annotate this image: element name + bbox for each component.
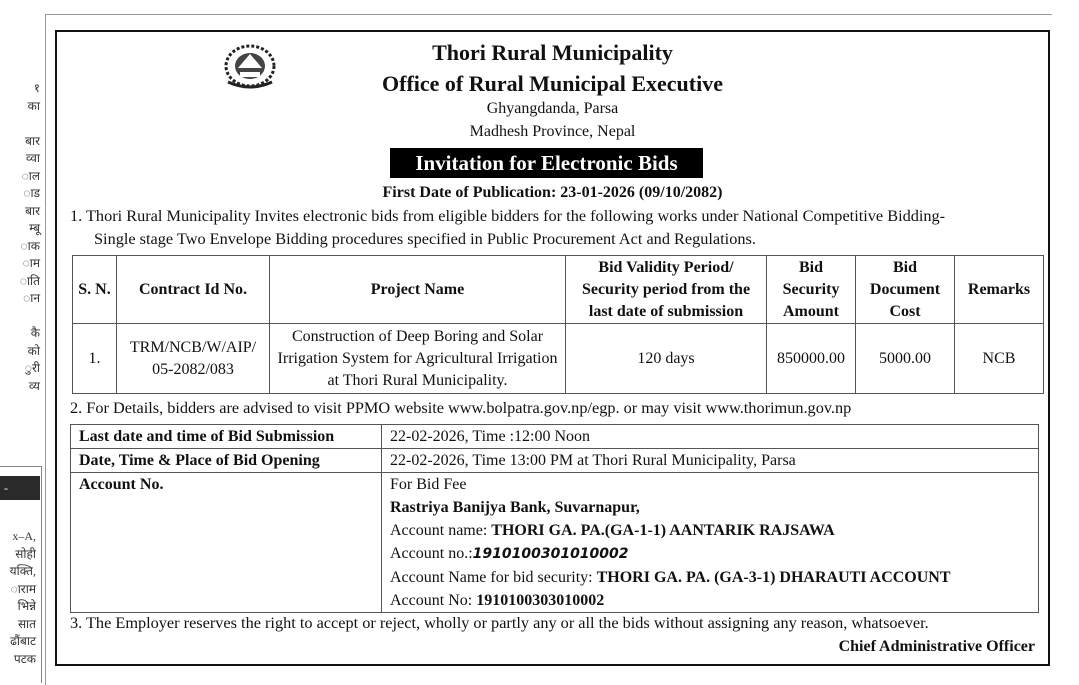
side-text-line: १ [33,81,40,95]
signature: Chief Administrative Officer [838,638,1035,655]
side-text-line: ाराम [10,581,36,596]
side-text-line: सोही [15,546,36,561]
side-text-line: ाक [20,238,40,253]
side-text-line: ुरी [24,361,40,375]
paragraph-2-text: 2. For Details, bidders are advised to visit PPMO website [70,398,449,417]
side-text-line: को [27,343,40,358]
security-account-no-value: 1910100303010002 [476,592,605,609]
address-line-1: Ghyangdanda, Parsa [486,100,619,117]
bank-name: Rastriya Banijya Bank, Suvarnapur, [390,499,640,516]
bid-fee-label: For Bid Fee [390,476,467,493]
account-label: Account No. [71,473,382,613]
submission-label: Last date and time of Bid Submission [71,425,382,449]
account-details [382,473,1039,613]
column-divider [41,466,42,683]
paragraph-3: 3. The Employer reserves the right to accept or reject, wholly or partly any or all the bids without assigning any reason, whatsoever. [70,613,929,632]
side-text-line: x–A, [12,529,36,543]
side-text-line: भिन्ने [17,599,36,613]
header-doc-cost: Bid Document Cost [856,256,955,324]
paragraph-2-mid: . or may visit [615,398,706,417]
account-name-label: Account name: [390,522,492,539]
header-project-name: Project Name [270,256,566,324]
header-security: Bid Security Amount [767,256,856,324]
account-no-value: 1910100301010002 [472,546,629,562]
side-text-line: व्य [28,378,40,393]
side-text-line: कै [30,326,40,340]
side-text-line: यक्ति, [9,564,36,578]
cell-project: Construction of Deep Boring and Solar Irrigation System for Agricultural Irrigation at Thori Rural Municipality. [270,324,566,394]
cell-contract-id: TRM/NCB/W/AIP/ 05-2082/083 [117,324,270,394]
bids-table [72,255,1044,394]
header-validity: Bid Validity Period/ Security period from the last date of submission [566,256,767,324]
header-sn: S. N. [73,256,117,324]
side-text-line [0,115,40,133]
account-name-value: THORI GA. PA.(GA-1-1) AANTARIK RAJSAWA [491,522,835,539]
side-text-line: म्बू [29,221,40,235]
security-account-value: THORI GA. PA. (GA-3-1) DHARAUTI ACCOUNT [596,569,951,586]
opening-label: Date, Time & Place of Bid Opening [71,449,382,473]
side-text-line [0,308,40,326]
side-text-line: बार [25,133,40,148]
side-text-line: ाम [22,256,40,270]
account-no-label: Account no.: [390,545,473,562]
opening-value: 22-02-2026, Time 13:00 PM at Thori Rural Municipality, Parsa [382,449,1039,473]
column-divider [0,466,41,467]
paragraph-1-continued: Single stage Two Envelope Bidding procedures specified in Public Procurement Act and Regulations. [94,229,756,248]
cell-doc-cost: 5000.00 [856,324,955,394]
side-text-line: पटक [13,651,36,666]
header-contract-id: Contract Id No. [117,256,270,324]
details-table [70,424,1039,613]
security-account-label: Account Name for bid security: [390,569,597,586]
side-text-line: ाल [21,168,40,183]
cell-validity: 120 days [566,324,767,394]
cell-sn: 1. [73,324,117,394]
cell-remarks: NCB [955,324,1044,394]
org-name: Thori Rural Municipality [432,40,673,65]
side-text-line: ाड [23,186,40,200]
thorimun-link[interactable]: www.thorimun.gov.np [705,398,852,417]
side-text-line: ढौंबाट [10,634,36,648]
submission-value: 22-02-2026, Time :12:00 Noon [382,425,1039,449]
bolpatra-link[interactable]: www.bolpatra.gov.np/egp [448,398,616,417]
side-text-line: व्वा [25,151,40,165]
cell-security: 850000.00 [767,324,856,394]
table-row [73,324,1044,394]
side-text-line: सात [17,616,36,631]
adjacent-column-text: १ का बार व्वा ाल ाड बार म्बू ाक ाम ाति ान कै को ुरी व्य - x–A, सोही यक्ति, ाराम भिन्ने सात ढौंबाट पटक [0,0,40,683]
side-text-line: ान [23,291,40,305]
security-account-no-label: Account No: [390,592,477,609]
paragraph-2 [70,398,851,418]
side-text-line: बार [25,203,40,218]
header-remarks: Remarks [955,256,1044,324]
paragraph-1: 1. Thori Rural Municipality Invites electronic bids from eligible bidders for the following works under National Competitive Bidding- [70,206,946,225]
notice-title: Invitation for Electronic Bids [390,148,703,178]
side-text-line: ाति [19,273,40,288]
side-text-line: का [27,98,40,113]
publication-date: First Date of Publication: 23-01-2026 (09/10/2082) [382,184,723,201]
office-name: Office of Rural Municipal Executive [382,71,723,96]
address-line-2: Madhesh Province, Nepal [469,123,636,140]
